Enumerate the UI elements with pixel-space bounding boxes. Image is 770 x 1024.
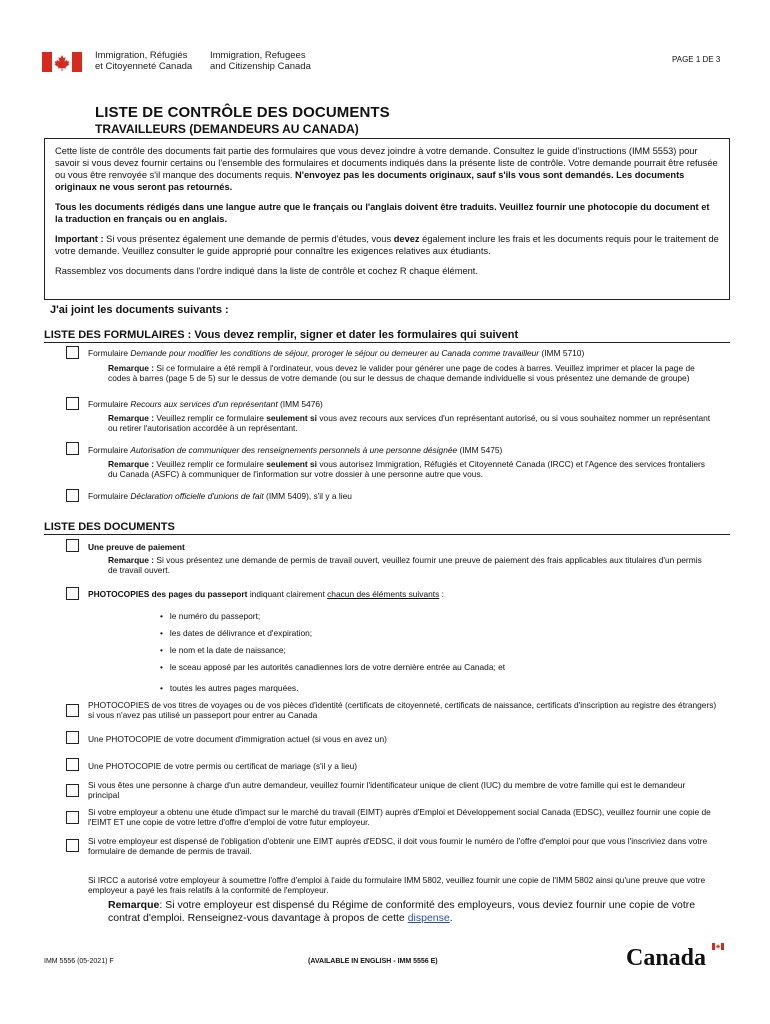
checkbox-passport-pages[interactable] (66, 587, 79, 600)
doc-marriage-certificate: Une PHOTOCOPIE de votre permis ou certificat de mariage (s'il y a lieu) (88, 761, 358, 771)
page-number: PAGE 1 DE 3 (672, 55, 721, 64)
form-item-imm5409: Formulaire Déclaration officielle d'unions de fait (IMM 5409), s'il y a lieu (88, 491, 352, 501)
available-in-english: (AVAILABLE IN ENGLISH - IMM 5556 E) (308, 958, 438, 965)
form-item-imm5710: Formulaire Demande pour modifier les conditions de séjour, proroger le séjour ou demeurer au Canada comme travailleur (IMM 5710) (88, 348, 585, 358)
doc-travel-documents: PHOTOCOPIES de vos titres de voyages ou de vos pièces d'identité (certificats de citoyenneté, certificats de naissance, certificats d'inscription au registre des étrangers) si vous n'avez pas utilisé un passeport pour entrer au Canada (88, 700, 717, 720)
checkbox-proof-of-payment[interactable] (66, 539, 79, 552)
documents-section-heading: LISTE DES DOCUMENTS (44, 521, 730, 535)
intro-paragraph-4: Rassemblez vos documents dans l'ordre indiqué dans la liste de contrôle et cochez R chaque élément. (55, 266, 478, 276)
form-note-imm5475: Remarque : Veuillez remplir ce formulaire seulement si vous autorisez Immigration, Réfugiés et Citoyenneté Canada (IRCC) et l'Agence des services frontaliers du Canada (ASFC) à communiquer de l'information sur votre dossier à une personne autre que vous. (108, 459, 705, 479)
passport-bullet: • toutes les autres pages marquées. (160, 683, 299, 693)
canada-wordmark-flag-icon (712, 943, 724, 950)
form-code: IMM 5556 (05-2021) F (44, 958, 114, 965)
checkbox-principal-applicant-uci[interactable] (66, 784, 79, 797)
doc-passport-pages: PHOTOCOPIES des pages du passeport indiquant clairement chacun des éléments suivants : (88, 589, 444, 599)
checkbox-travel-documents[interactable] (66, 704, 79, 717)
passport-bullet-list (160, 611, 505, 700)
department-name-en: Immigration, Refugees and Citizenship Canada (210, 50, 311, 72)
passport-bullet: • le sceau apposé par les autorités canadiennes lors de votre dernière entrée au Canada; et (160, 662, 506, 672)
checkbox-form-imm5710[interactable] (66, 346, 79, 359)
checkbox-form-imm5475[interactable] (66, 442, 79, 455)
department-name-fr: Immigration, Réfugiés et Citoyenneté Canada (95, 50, 193, 72)
doc-lmia: Si votre employeur a obtenu une étude d'impact sur le marché du travail (EIMT) auprès d'Emploi et Développement social Canada (EDSC), veuillez fournir une copie de l'EIMT ET une copie de votre lettre d'offre d'emploi de votre futur employeur. (88, 807, 711, 827)
passport-bullet: • les dates de délivrance et d'expiration; (160, 628, 313, 638)
checkbox-form-imm5409[interactable] (66, 489, 79, 502)
doc-immigration-document: Une PHOTOCOPIE de votre document d'immigration actuel (si vous en avez un) (88, 734, 387, 744)
checkbox-lmia-exempt[interactable] (66, 839, 79, 852)
form-note-imm5710: Remarque : Si ce formulaire a été rempli à l'ordinateur, vous devez le valider pour générer une page de codes à barres. Veuillez imprimer et placer la page de codes à barres (page 5 de 5) sur le dessus de votre demande (ou sur le dessus de chaque demande individuelle si vous présentez une demande de groupe) (108, 363, 695, 383)
employer-compliance-remark: Remarque: Si votre employeur est dispensé du Régime de conformité des employeurs, vous deviez fournir une copie de votre contrat d'emploi. Renseignez-vous davantage à propos de cette dispense. (108, 899, 696, 924)
forms-section-heading: LISTE DES FORMULAIRES : Vous devez remplir, signer et dater les formulaires qui suivent (44, 329, 730, 343)
canada-flag-icon (42, 52, 82, 72)
intro-paragraph-1: Cette liste de contrôle des documents fait partie des formulaires que vous devez joindre à votre demande. Consultez le guide d'instructions (IMM 5553) pour savoir si vous devez fournir certains ou l'ensemble des formulaires et documents indiqués dans la présente liste de contrôle. Votre demande pourrait être refusée ou vous être renvoyée s'il manque des documents requis. N'envoyez pas les documents originaux, sauf s'ils vous sont demandés. Les documents originaux ne vous seront pas retournés. (55, 146, 718, 192)
passport-bullet: • le nom et la date de naissance; (160, 645, 286, 655)
joined-heading: J'ai joint les documents suivants : (50, 304, 229, 316)
canada-wordmark: Canada (626, 945, 706, 972)
form-note-imm5476: Remarque : Veuillez remplir ce formulaire seulement si vous avez recours aux services d'un représentant autorisé, ou si vous souhaitez nommer un représentant ou retirer l'autorisation accordée à un représentant. (108, 413, 711, 433)
checkbox-marriage-certificate[interactable] (66, 758, 79, 771)
doc-principal-applicant-uci: Si vous êtes une personne à charge d'un autre demandeur, veuillez fournir l'identificateur unique de client (IUC) du membre de votre famille qui est le demandeur principal (88, 780, 686, 800)
intro-box (44, 138, 730, 300)
page-subtitle: TRAVAILLEURS (DEMANDEURS AU CANADA) (95, 122, 359, 136)
intro-paragraph-2: Tous les documents rédigés dans une langue autre que le français ou l'anglais doivent être traduits. Veuillez fournir une photocopie du document et la traduction en français ou en anglais. (55, 202, 710, 224)
checkbox-form-imm5476[interactable] (66, 397, 79, 410)
form-item-imm5475: Formulaire Autorisation de communiquer des renseignements personnels à une personne désignée (IMM 5475) (88, 445, 503, 455)
doc-proof-of-payment: Une preuve de paiement (88, 542, 185, 552)
form-item-imm5476: Formulaire Recours aux services d'un représentant (IMM 5476) (88, 399, 323, 409)
passport-bullet: • le numéro du passeport; (160, 611, 261, 621)
intro-paragraph-3: Important : Si vous présentez également une demande de permis d'études, vous devez également inclure les frais et les documents requis pour le traitement de votre demande. Veuillez consulter le guide approprié pour connaître les exigences relatives aux étudiants. (55, 234, 719, 256)
checkbox-lmia[interactable] (66, 811, 79, 824)
page-title: LISTE DE CONTRÔLE DES DOCUMENTS (95, 104, 390, 121)
doc-lmia-exempt: Si votre employeur est dispensé de l'obligation d'obtenir une EIMT auprès d'EDSC, il doit vous fournir le numéro de l'offre d'emploi pour que vous l'inscriviez dans votre formulaire de demande de permis de travail. (88, 836, 708, 856)
doc-proof-of-payment-note: Remarque : Si vous présentez une demande de permis de travail ouvert, veuillez fournir une preuve de paiement des frais applicables aux titulaires d'un permis de travail ouvert. (108, 555, 702, 575)
ircc-imm5802-note: Si IRCC a autorisé votre employeur à soumettre l'offre d'emploi à l'aide du formulaire IMM 5802, veuillez fournir une copie de l'IMM 5802 ainsi qu'une preuve que votre employeur a payé les frais relatifs à la conformité de l'employeur. (88, 875, 706, 895)
exemption-link[interactable]: dispense (407, 912, 450, 924)
checkbox-immigration-document[interactable] (66, 731, 79, 744)
